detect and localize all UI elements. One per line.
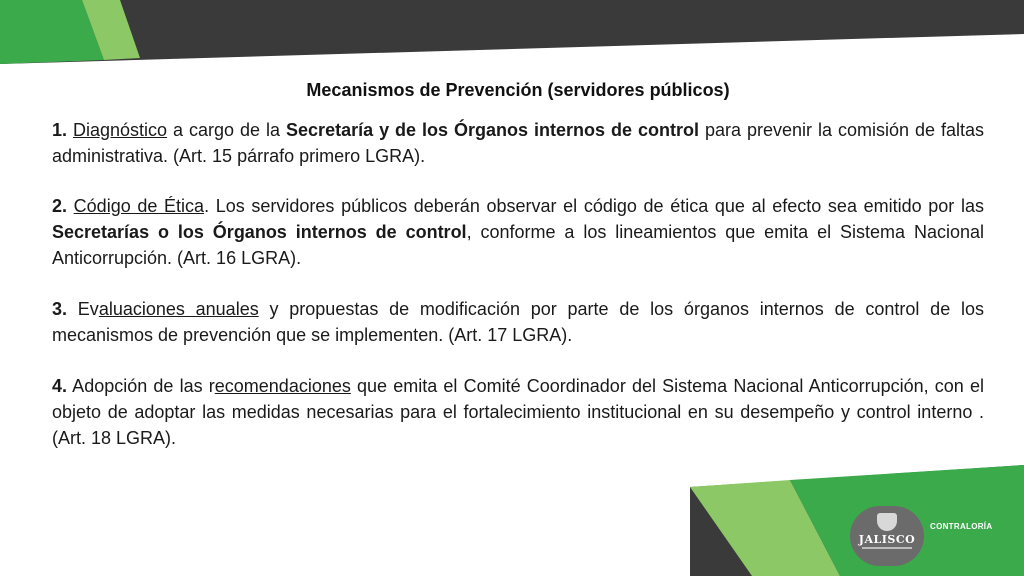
item-2-link[interactable]: Código de Ética bbox=[73, 196, 205, 216]
item-4-prefix: Adopción de las r bbox=[67, 376, 215, 396]
item-1-text-a: a cargo de la bbox=[167, 120, 287, 140]
item-1-paragraph bbox=[52, 117, 984, 169]
item-3-text: y propuestas de modificación por parte de los órganos internos de control de los mecanismos de prevención que se implementen. (Art. 17 LGRA). bbox=[52, 299, 984, 345]
item-1-bold: Secretaría y de los Órganos internos de control bbox=[286, 120, 699, 140]
item-4-paragraph bbox=[52, 373, 984, 451]
item-3-link[interactable]: aluaciones anuales bbox=[98, 299, 259, 319]
item-4-number: 4. bbox=[52, 376, 68, 396]
item-1-link[interactable]: Diagnóstico bbox=[73, 120, 168, 140]
department-label: CONTRALORÍA bbox=[930, 522, 993, 531]
top-dark-band bbox=[0, 0, 1024, 64]
item-3-paragraph bbox=[52, 296, 984, 348]
item-2-text-a: . Los servidores públicos deberán observar el código de ética que al efecto sea emitido por las bbox=[204, 196, 984, 216]
item-3-number: 3. bbox=[52, 299, 68, 319]
item-2-paragraph bbox=[52, 193, 984, 271]
item-4-text: que emita el Comité Coordinador del Sistema Nacional Anticorrupción, con el objeto de adoptar las medidas necesarias para el fortalecimiento institucional en su desempeño y control interno . (Art. 18 LGRA). bbox=[52, 376, 984, 448]
item-1-number: 1. bbox=[52, 120, 68, 140]
logo-name: JALISCO bbox=[858, 533, 916, 546]
item-2-bold: Secretarías o los Órganos internos de control bbox=[52, 222, 467, 242]
item-3-prefix: Ev bbox=[67, 299, 99, 319]
item-2-number: 2. bbox=[52, 196, 68, 216]
item-1-text-b: para prevenir la comisión de faltas administrativa. (Art. 15 párrafo primero LGRA). bbox=[52, 120, 985, 166]
logo-underline bbox=[862, 547, 912, 549]
item-4-link[interactable]: ecomendaciones bbox=[214, 376, 351, 396]
slide-title: Mecanismos de Prevención (servidores públicos) bbox=[306, 80, 730, 100]
item-2-text-b: , conforme a los lineamientos que emita el Sistema Nacional Anticorrupción. (Art. 16 LGRA). bbox=[52, 222, 984, 268]
